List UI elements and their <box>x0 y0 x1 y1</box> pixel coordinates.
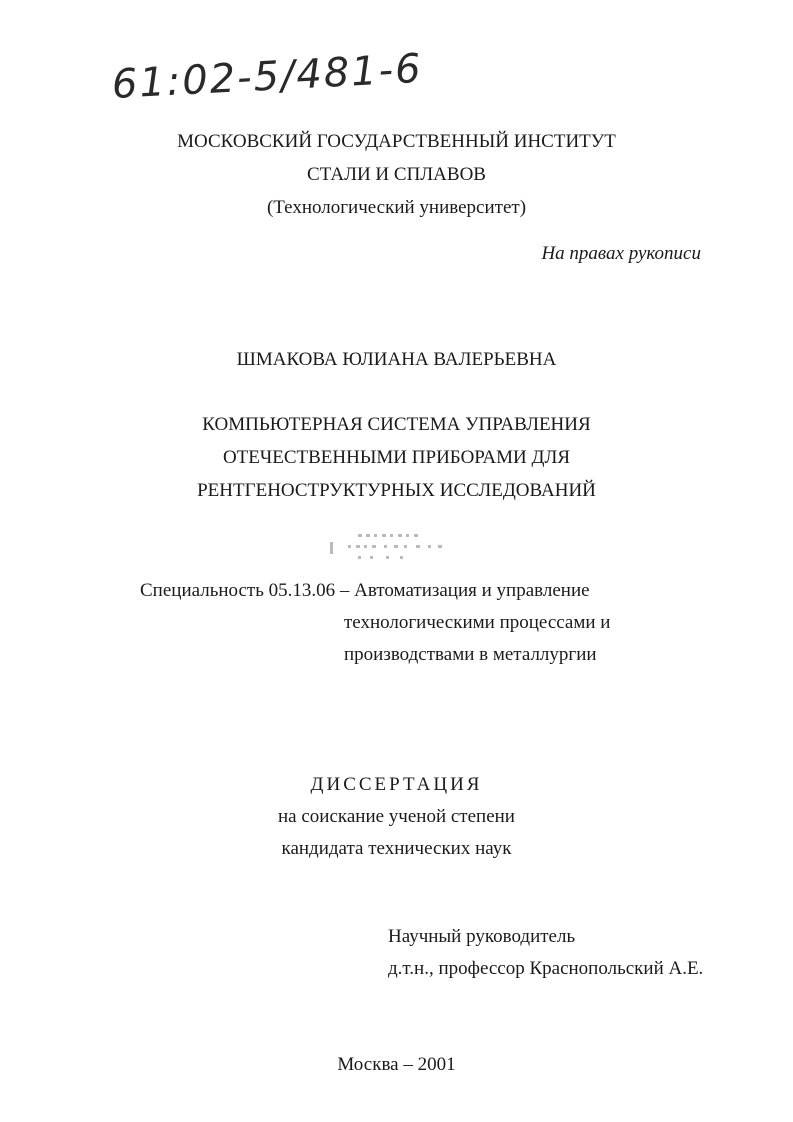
rights-note: На правах рукописи <box>541 243 701 264</box>
thesis-title-line-2: ОТЕЧЕСТВЕННЫМИ ПРИБОРАМИ ДЛЯ <box>222 447 571 468</box>
specialty-line-1: Специальность 05.13.06 – Автоматизация и управление <box>140 580 590 601</box>
degree-line-1: на соискание ученой степени <box>278 806 515 827</box>
thesis-title-line-3: РЕНТГЕНОСТРУКТУРНЫХ ИССЛЕДОВАНИЙ <box>197 480 596 501</box>
faded-library-stamp <box>328 528 468 566</box>
institute-line-1: МОСКОВСКИЙ ГОСУДАРСТВЕННЫЙ ИНСТИТУТ <box>177 131 616 152</box>
degree-line-2: кандидата технических наук <box>281 838 512 859</box>
handwritten-catalog-number: 61:02-5/481-6 <box>110 45 424 108</box>
supervisor-label: Научный руководитель <box>388 926 576 947</box>
place-and-year: Москва – 2001 <box>337 1054 456 1075</box>
institute-line-3: (Технологический университет) <box>266 197 527 218</box>
specialty-line-2: технологическими процессами и <box>344 612 611 633</box>
institute-line-2: СТАЛИ И СПЛАВОВ <box>307 164 486 185</box>
supervisor-name: д.т.н., профессор Краснопольский А.Е. <box>388 958 704 979</box>
specialty-line-3: производствами в металлургии <box>344 644 597 665</box>
thesis-title-line-1: КОМПЬЮТЕРНАЯ СИСТЕМА УПРАВЛЕНИЯ <box>202 414 591 435</box>
dissertation-heading: ДИССЕРТАЦИЯ <box>310 774 483 795</box>
author-name: ШМАКОВА ЮЛИАНА ВАЛЕРЬЕВНА <box>236 349 557 370</box>
